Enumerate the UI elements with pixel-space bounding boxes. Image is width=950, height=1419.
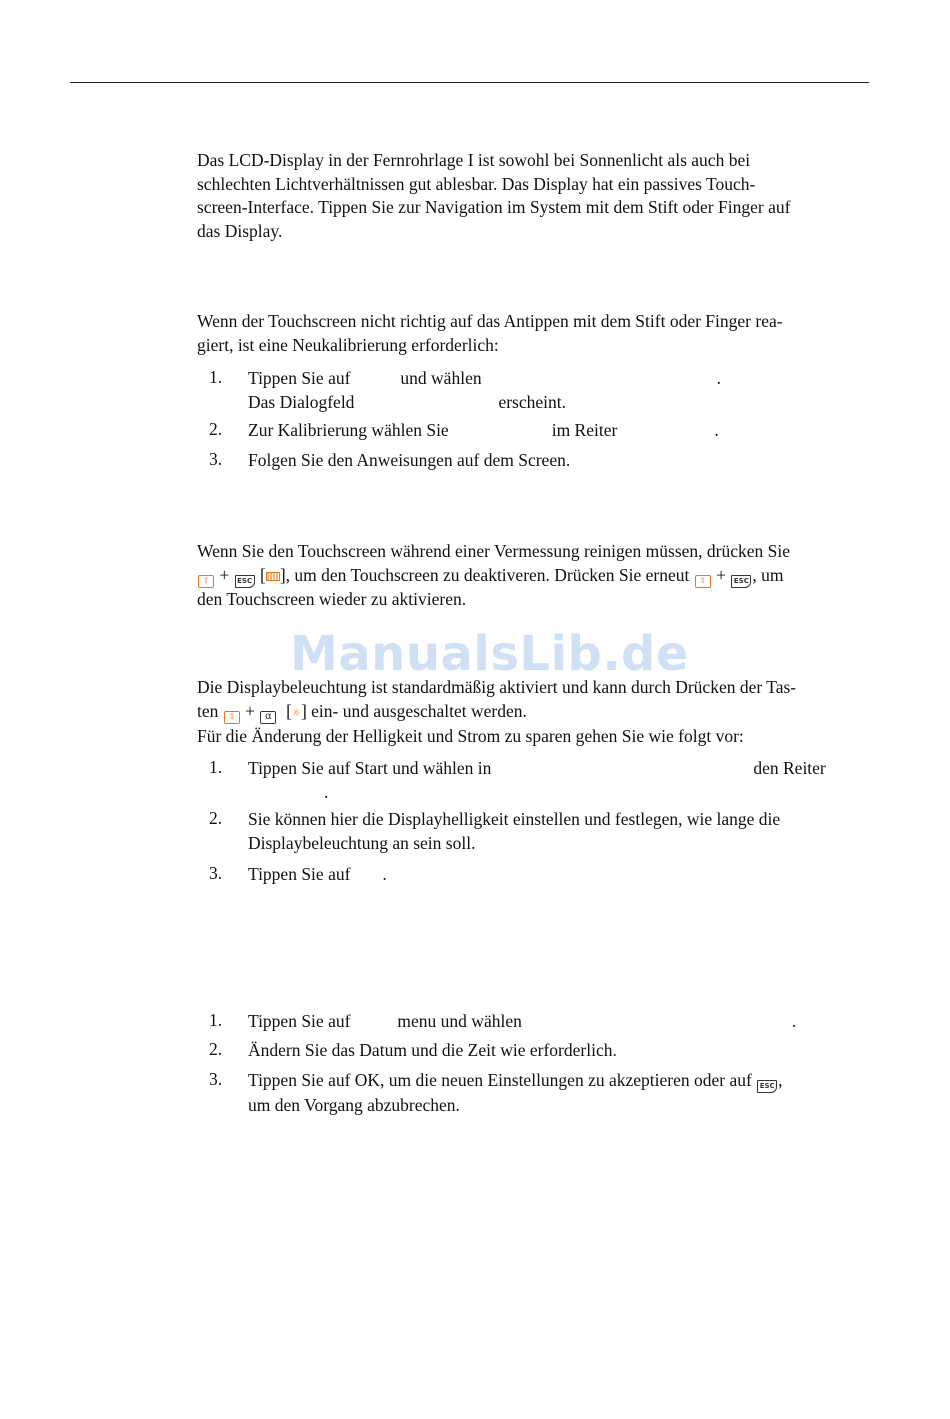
- text-line: Das LCD-Display in der Fernrohrlage I ist sowohl bei Sonnenlicht als auch bei: [197, 150, 751, 170]
- step-text: .: [714, 420, 719, 440]
- step-text: .: [382, 864, 387, 884]
- text-line: [197, 700, 869, 726]
- text: ] ein- und ausgeschaltet werden.: [300, 700, 527, 721]
- shift-key-icon: ⇧: [198, 575, 214, 588]
- calibration-step-2: [248, 418, 869, 442]
- step-text: Zur Kalibrierung wählen Sie: [248, 420, 449, 440]
- step-text: Tippen Sie auf Start und wählen in: [248, 758, 492, 778]
- text-line: giert, ist eine Neukalibrierung erforderlich:: [197, 334, 499, 355]
- step-number: 3.: [209, 1069, 223, 1089]
- backlight-paragraph: [197, 676, 869, 749]
- text-line: Die Displaybeleuchtung ist standardmäßig aktiviert und kann durch Drücken der Tas-: [197, 677, 797, 697]
- display-paragraph: [197, 149, 869, 243]
- text-line: screen-Interface. Tippen Sie zur Navigation im System mit dem Stift oder Finger auf: [197, 197, 791, 217]
- step-text: .: [324, 782, 329, 802]
- text-line: schlechten Lichtverhältnissen gut ablesbar. Das Display hat ein passives Touch-: [197, 173, 756, 194]
- bracket: [: [286, 700, 292, 721]
- step-text: Tippen Sie auf: [248, 368, 351, 388]
- backlight-icon: ☼: [291, 707, 301, 719]
- text-line: Wenn Sie den Touchscreen während einer Vermessung reinigen müssen, drücken Sie: [197, 541, 791, 561]
- step-text: ,: [778, 1070, 783, 1090]
- backlight-step-3: [248, 862, 869, 886]
- step-text: Tippen Sie auf OK, um die neuen Einstellungen zu akzeptieren oder auf: [248, 1070, 752, 1090]
- keyboard-icon: [266, 572, 280, 581]
- plus-sign: +: [219, 564, 230, 585]
- step-number: 3.: [209, 863, 223, 883]
- step-text: Folgen Sie den Anweisungen auf dem Screen.: [248, 450, 571, 470]
- text-line: [197, 564, 869, 588]
- step-text: um den Vorgang abzubrechen.: [248, 1095, 460, 1115]
- calibration-step-1: [248, 366, 869, 414]
- step-number: 1.: [209, 1010, 223, 1030]
- step-number: 3.: [209, 449, 223, 469]
- datetime-step-1: [248, 1009, 869, 1033]
- step-text: Sie können hier die Displayhelligkeit einstellen und festlegen, wie lange die: [248, 809, 781, 829]
- watermark: ManualsLib.de: [290, 626, 689, 682]
- bracket: [: [260, 564, 266, 585]
- esc-key-icon: ESC: [235, 575, 255, 588]
- calibration-paragraph: [197, 310, 869, 357]
- cleaning-paragraph: [197, 540, 869, 611]
- text: ten: [197, 700, 219, 721]
- step-number: 1.: [209, 757, 223, 777]
- plus-sign: +: [716, 564, 726, 585]
- step-text: Tippen Sie auf: [248, 864, 351, 884]
- step-text: .: [791, 1011, 797, 1031]
- step-number: 2.: [209, 808, 223, 828]
- text-line: Wenn der Touchscreen nicht richtig auf das Antippen mit dem Stift oder Finger rea-: [197, 311, 783, 331]
- text-line: den Touchscreen wieder zu aktivieren.: [197, 588, 467, 609]
- step-number: 2.: [209, 419, 223, 439]
- step-number: 2.: [209, 1039, 223, 1059]
- step-text: Displaybeleuchtung an sein soll.: [248, 833, 476, 853]
- step-text: Das Dialogfeld: [248, 392, 355, 412]
- backlight-step-2: [248, 807, 869, 855]
- alpha-key-icon: α: [260, 711, 276, 724]
- shift-key-icon: ⇧: [224, 711, 240, 724]
- text-line: Für die Änderung der Helligkeit und Strom zu sparen gehen Sie wie folgt vor:: [197, 726, 744, 746]
- plus-sign: +: [245, 700, 256, 721]
- header-rule: [70, 82, 869, 83]
- step-text: .: [716, 368, 721, 388]
- text: , um: [752, 564, 784, 585]
- step-text: menu und wählen: [397, 1011, 522, 1031]
- step-text: Ändern Sie das Datum und die Zeit wie erforderlich.: [248, 1040, 617, 1060]
- datetime-step-2: [248, 1038, 869, 1062]
- datetime-step-3: [248, 1068, 869, 1117]
- shift-key-icon: ⇧: [695, 575, 711, 588]
- text-line: das Display.: [197, 220, 283, 241]
- step-text: den Reiter: [753, 758, 826, 778]
- step-number: 1.: [209, 367, 223, 387]
- esc-key-icon: ESC: [757, 1080, 777, 1093]
- calibration-step-3: [248, 448, 869, 472]
- step-text: erscheint.: [498, 392, 566, 412]
- step-text: und wählen: [400, 368, 482, 388]
- step-text: im Reiter: [551, 420, 618, 440]
- backlight-step-1: [248, 756, 869, 804]
- esc-key-icon: ESC: [731, 575, 751, 588]
- step-text: Tippen Sie auf: [248, 1011, 351, 1031]
- text: ], um den Touchscreen zu deaktiveren. Drücken Sie erneut: [279, 564, 690, 585]
